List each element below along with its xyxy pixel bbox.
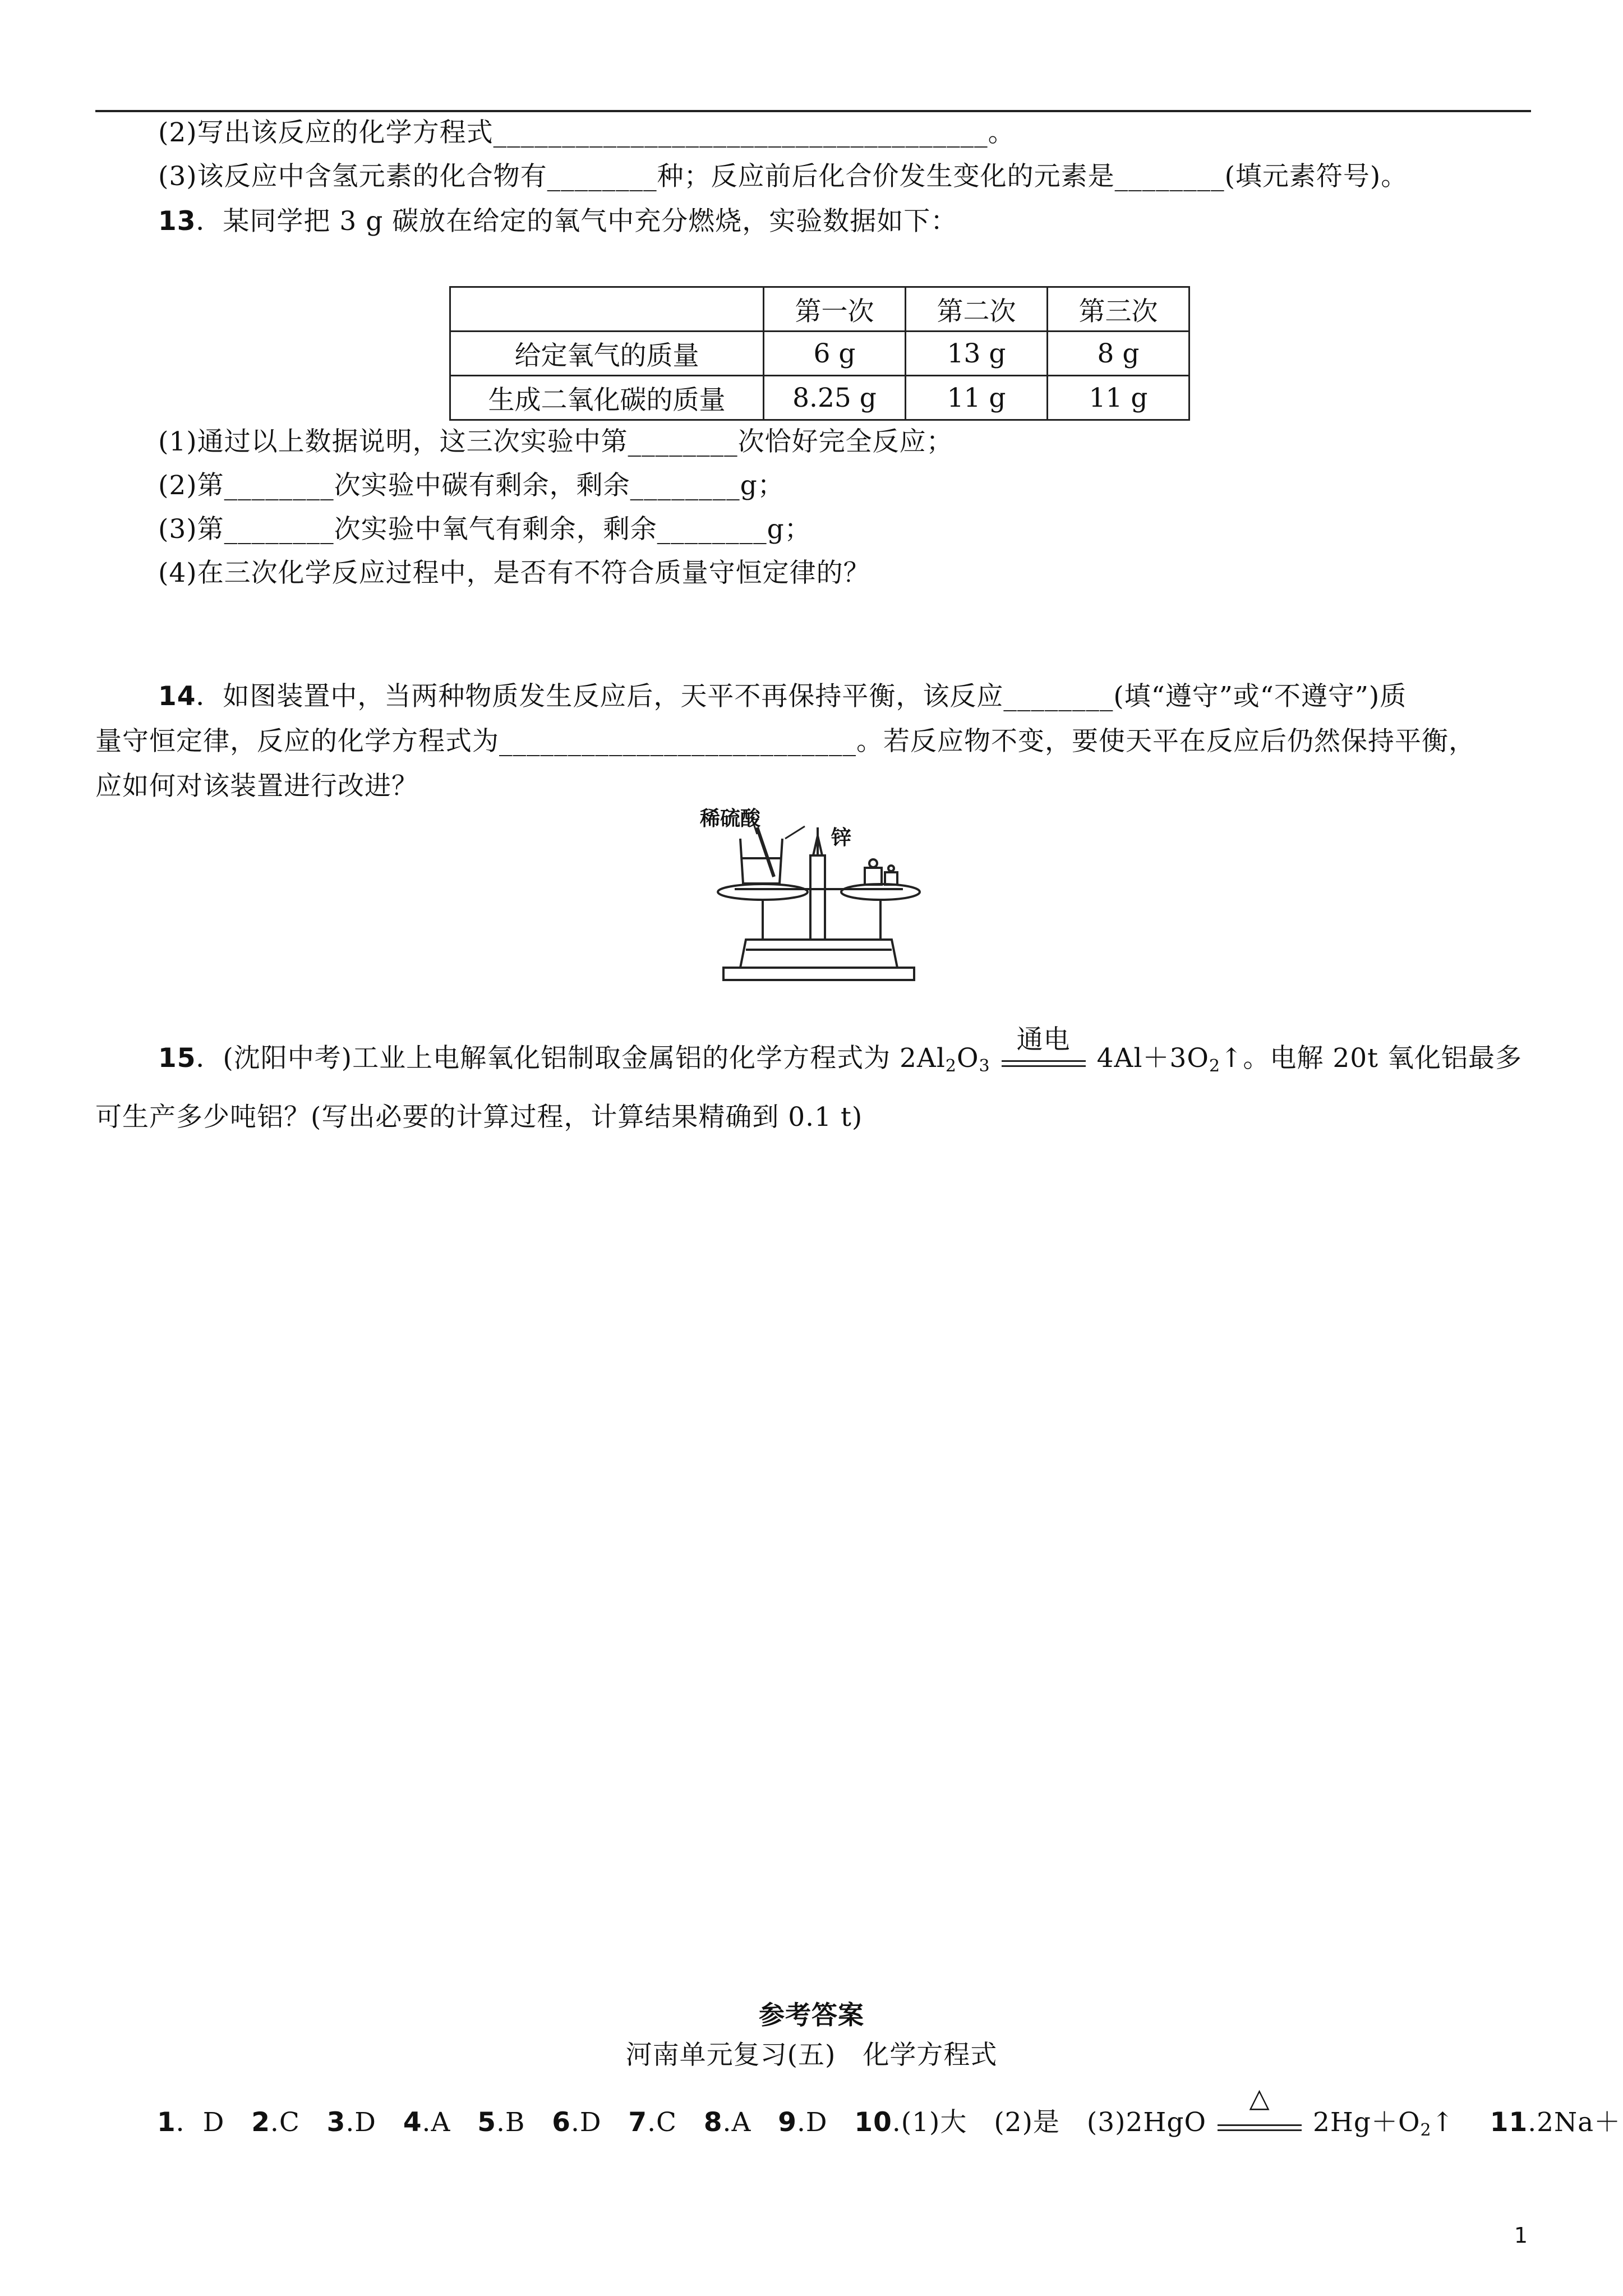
answer-number: 6 [552,2107,571,2138]
q13-subquestion-2: (2)第________次实验中碳有剩余，剩余________g； [158,470,785,501]
balance-scale-icon [701,805,942,990]
answer-number: 8 [703,2107,723,2138]
table-cell: 11 g [906,376,1048,420]
answer-number: 5 [477,2107,496,2138]
q12-subquestion-3: (3)该反应中含氢元素的化合物有________种；反应前后化合价发生变化的元素是________(填元素符号)。 [158,161,1408,192]
table-header-row [450,287,1189,332]
q13-subquestion-3: (3)第________次实验中氧气有剩余，剩余________g； [158,514,811,545]
q13-stem-text: ．某同学把 3 g 碳放在给定的氧气中充分燃烧，实验数据如下： [196,206,958,237]
answer-number: 2 [251,2107,270,2138]
answer-number: 1 [157,2107,176,2138]
answer-number: 7 [628,2107,648,2138]
answer-number: 11 [1490,2107,1528,2138]
table-cell: 11 g [1048,376,1189,420]
answer-arrow: ↑ [1431,2107,1455,2138]
table-cell: 给定氧气的质量 [450,332,764,376]
table-header-cell [450,287,764,332]
answer-reaction-arrow [1206,2083,1313,2131]
q13-data-table [449,286,1190,421]
q13-number: 13 [158,206,196,237]
q15-line-1-suffix: ↑。电解 20t 氧化铝最多 [1220,1043,1522,1074]
q14-line-3: 应如何对该装置进行改进？ [95,771,418,802]
q15-subscript: 2 [1209,1056,1221,1076]
answer-text: .D [345,2107,376,2138]
table-header-cell: 第二次 [906,287,1048,332]
q12-subquestion-2: (2)写出该反应的化学方程式____________________________________。 [158,117,1015,148]
table-cell: 生成二氧化碳的质量 [450,376,764,420]
answer-number: 4 [403,2107,422,2138]
header-rule [95,110,1531,112]
answer-product: 2Hg＋O [1313,2107,1421,2138]
q15-subscript: 3 [979,1056,990,1076]
answer-text: .A [422,2107,451,2138]
answer-text: .C [270,2107,300,2138]
q14-number: 14 [158,681,196,712]
q14-line-1-text: ．如图装置中，当两种物质发生反应后，天平不再保持平衡，该反应________(填“遵守”或“不遵守”)质 [196,681,1407,712]
q13-subquestion-1: (1)通过以上数据说明，这三次实验中第________次恰好完全反应； [158,426,953,457]
answers-line [157,2083,1621,2141]
table-cell: 8 g [1048,332,1189,376]
answers-heading: 参考答案 [759,2000,864,2030]
table-row [450,332,1189,376]
equals-sign-icon [1218,2124,1302,2131]
q13-stem [158,204,957,240]
page-number: 1 [1514,2223,1528,2248]
q15-subscript: 2 [945,1056,957,1076]
answer-text: .A [722,2107,751,2138]
answer-text: .C [647,2107,677,2138]
q15-reaction-arrow [990,1024,1097,1067]
answers-subheading: 河南单元复习(五) 化学方程式 [625,2040,998,2070]
answer-number: 9 [778,2107,797,2138]
table-row [450,376,1189,420]
answer-text: .B [496,2107,525,2138]
equals-sign-icon [1002,1060,1086,1067]
answer-text: .2Na＋ [1528,2107,1621,2138]
q15-line-1 [158,1024,1522,1076]
answer-text: .D [570,2107,602,2138]
answer-number: 10 [854,2107,892,2138]
table-cell: 8.25 g [764,376,906,420]
q15-line-1-prefix: ．(沈阳中考)工业上电解氧化铝制取金属铝的化学方程式为 2Al [196,1043,946,1074]
answer-text: .D [796,2107,828,2138]
table-cell: 13 g [906,332,1048,376]
q15-number: 15 [158,1043,196,1074]
heat-condition-icon: △ [1249,2083,1270,2114]
table-cell: 6 g [764,332,906,376]
q15-oxygen: O [957,1043,979,1074]
answer-number: 3 [326,2107,346,2138]
label-zinc: 锌 [831,826,852,849]
answer-text: .(1)大 (2)是 (3)2HgO [892,2107,1207,2138]
balance-figure [701,805,942,990]
label-dilute-sulfuric-acid: 稀硫酸 [700,807,761,830]
q15-line-2: 可生产多少吨铝？(写出必要的计算过程，计算结果精确到 0.1 t) [95,1102,863,1133]
table-header-cell: 第三次 [1048,287,1189,332]
answer-subscript: 2 [1420,2120,1432,2140]
q15-condition: 通电 [1016,1024,1071,1055]
answer-text: ．D [176,2107,225,2138]
table-header-cell: 第一次 [764,287,906,332]
q14-line-2: 量守恒定律，反应的化学方程式为__________________________。若反应物不变，要使天平在反应后仍然保持平衡， [95,726,1476,757]
q14-line-1 [158,679,1407,715]
q15-product: 4Al＋3O [1096,1043,1209,1074]
q13-subquestion-4: (4)在三次化学反应过程中，是否有不符合质量守恒定律的？ [158,558,870,588]
